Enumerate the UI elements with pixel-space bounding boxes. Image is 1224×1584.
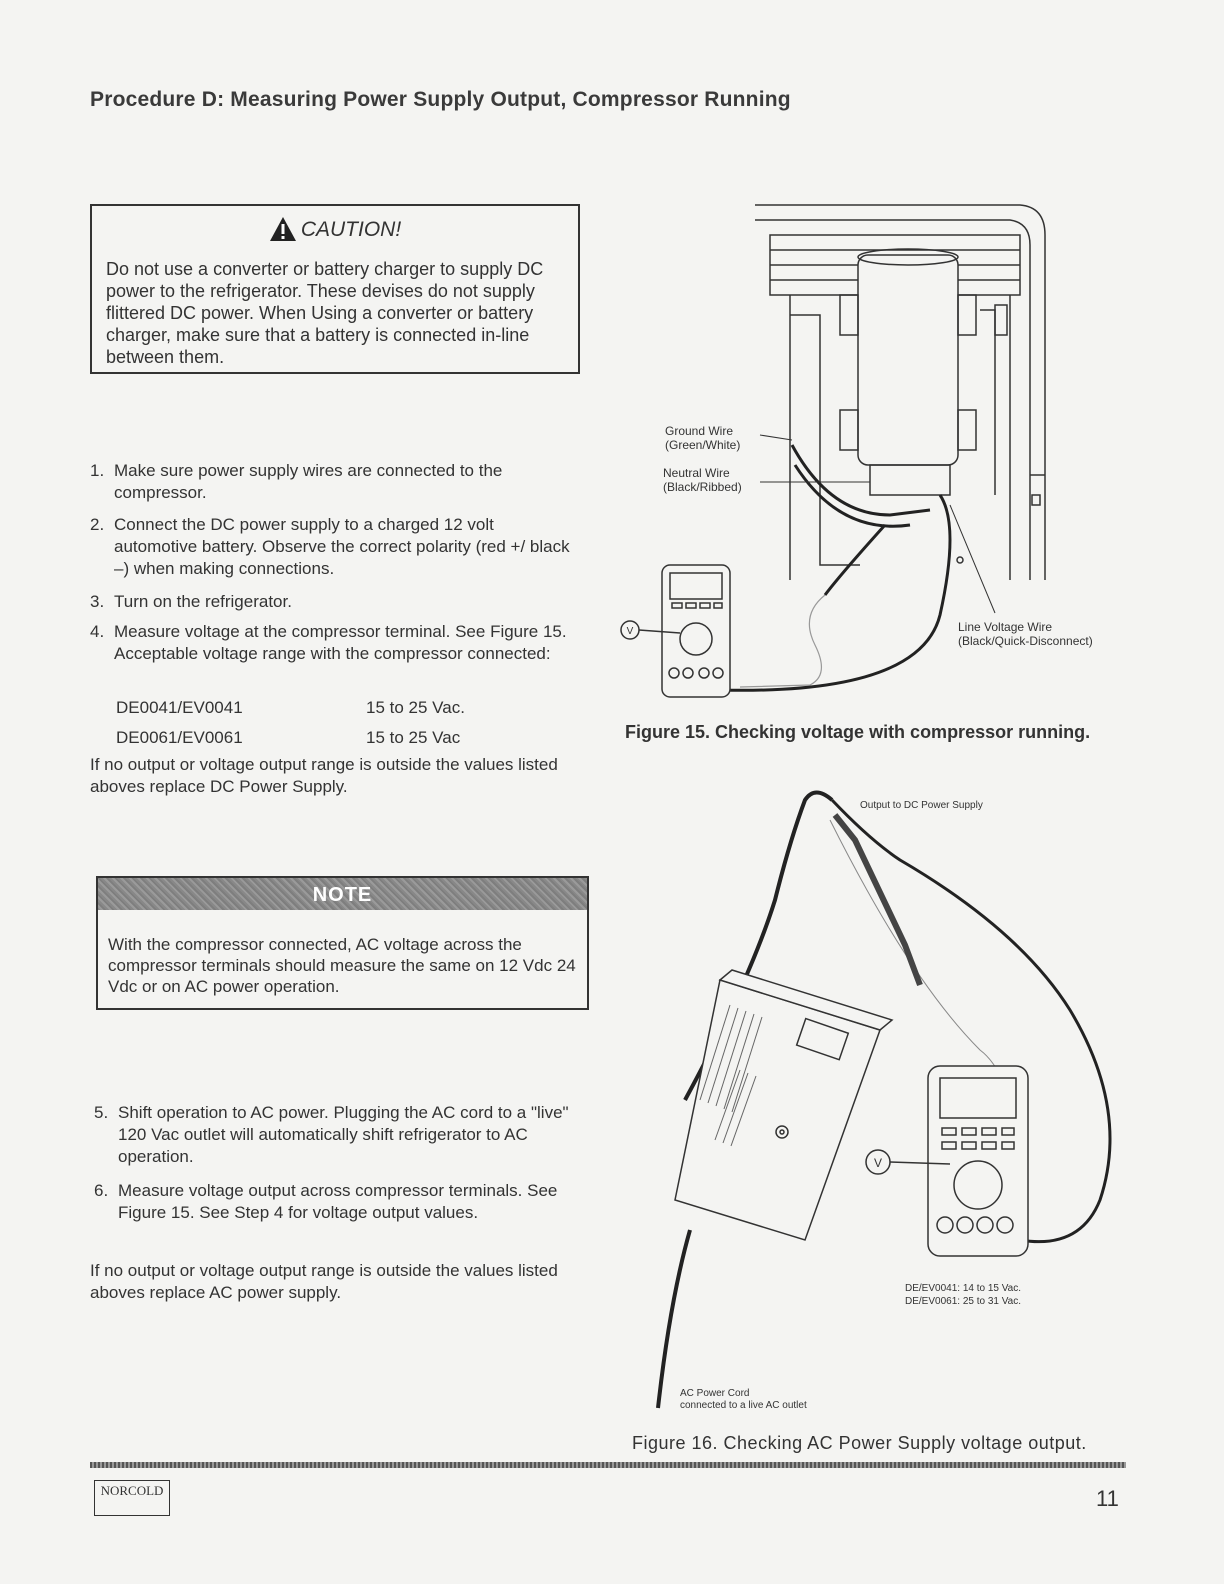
spec-range: 15 to 25 Vac.	[366, 698, 465, 717]
brand-logo	[94, 1480, 170, 1516]
step-number: 3.	[90, 592, 105, 611]
figure-16-illustration	[600, 780, 1130, 1430]
list-item	[90, 591, 570, 613]
ac-cord-label: AC Power Cord	[680, 1388, 750, 1399]
list-item	[90, 621, 570, 665]
step-text: Measure voltage at the compressor terminal. See Figure 15. Acceptable voltage range with the compressor connected:	[114, 622, 567, 663]
step-text: Make sure power supply wires are connected to the compressor.	[114, 461, 503, 502]
replace-dc-text: If no output or voltage output range is outside the values listed aboves replace DC Power Supply.	[90, 755, 558, 796]
spec-range: 15 to 25 Vac	[366, 728, 461, 747]
neutral-wire-color: (Black/Ribbed)	[663, 480, 742, 494]
step-text: Turn on the refrigerator.	[114, 592, 292, 611]
note-box	[96, 876, 589, 1010]
page-title: Procedure D: Measuring Power Supply Output, Compressor Running	[90, 88, 791, 111]
step-text: Connect the DC power supply to a charged 12 volt automotive battery. Observe the correct polarity (red +/ black –) when making connections.	[114, 515, 570, 578]
note-heading: NOTE	[98, 878, 587, 910]
spec-0041: DE/EV0041: 14 to 15 Vac.	[905, 1283, 1022, 1294]
ground-wire-label: Ground Wire	[665, 424, 734, 438]
caution-text: Do not use a converter or battery charger to supply DC power to the refrigerator. These devises do not supply flittered DC power. When Using a converter or battery charger, make sure that a battery is connected in-line between them.	[106, 259, 544, 367]
caution-heading	[92, 216, 578, 242]
figure-16-caption: Figure 16. Checking AC Power Supply voltage output.	[632, 1433, 1087, 1453]
list-item	[94, 1102, 574, 1168]
note-text: With the compressor connected, AC voltage across the compressor terminals should measure the same on 12 Vdc 24 Vdc or on AC power operation.	[108, 935, 576, 996]
caution-box	[90, 204, 580, 374]
list-item	[90, 514, 570, 580]
ground-wire-color: (Green/White)	[665, 438, 741, 452]
list-item	[94, 1180, 574, 1224]
step-number: 1.	[90, 461, 105, 480]
replace-ac-text: If no output or voltage output range is outside the values listed aboves replace AC power supply.	[90, 1261, 558, 1302]
spec-model: DE0061/EV0061	[116, 728, 243, 747]
neutral-wire-label: Neutral Wire	[663, 466, 730, 480]
meter-symbol: V	[626, 626, 634, 637]
line-wire-color: (Black/Quick-Disconnect)	[958, 634, 1093, 648]
page-number: 11	[1096, 1486, 1119, 1511]
list-item	[90, 460, 570, 504]
spec-0061: DE/EV0061: 25 to 31 Vac.	[905, 1296, 1022, 1307]
step-text: Shift operation to AC power. Plugging the AC cord to a "live" 120 Vac outlet will automatically shift refrigerator to AC operation.	[118, 1103, 569, 1166]
ac-cord-label-2: connected to a live AC outlet	[680, 1400, 807, 1411]
step-number: 2.	[90, 515, 105, 534]
step-text: Measure voltage output across compressor terminals. See Figure 15. See Step 4 for voltage output values.	[118, 1181, 558, 1222]
warning-icon	[269, 216, 297, 242]
figure-15-caption: Figure 15. Checking voltage with compressor running.	[625, 722, 1091, 742]
brand-logo-text: NORCOLD	[100, 1483, 164, 1498]
output-label: Output to DC Power Supply	[860, 800, 983, 811]
step-number: 4.	[90, 622, 105, 641]
step-number: 5.	[94, 1103, 109, 1122]
meter-symbol: V	[873, 1156, 883, 1170]
spec-model: DE0041/EV0041	[116, 698, 243, 717]
footer-divider	[90, 1462, 1126, 1468]
step-number: 6.	[94, 1181, 109, 1200]
line-wire-label: Line Voltage Wire	[958, 620, 1053, 634]
caution-heading-text: CAUTION!	[300, 218, 402, 241]
